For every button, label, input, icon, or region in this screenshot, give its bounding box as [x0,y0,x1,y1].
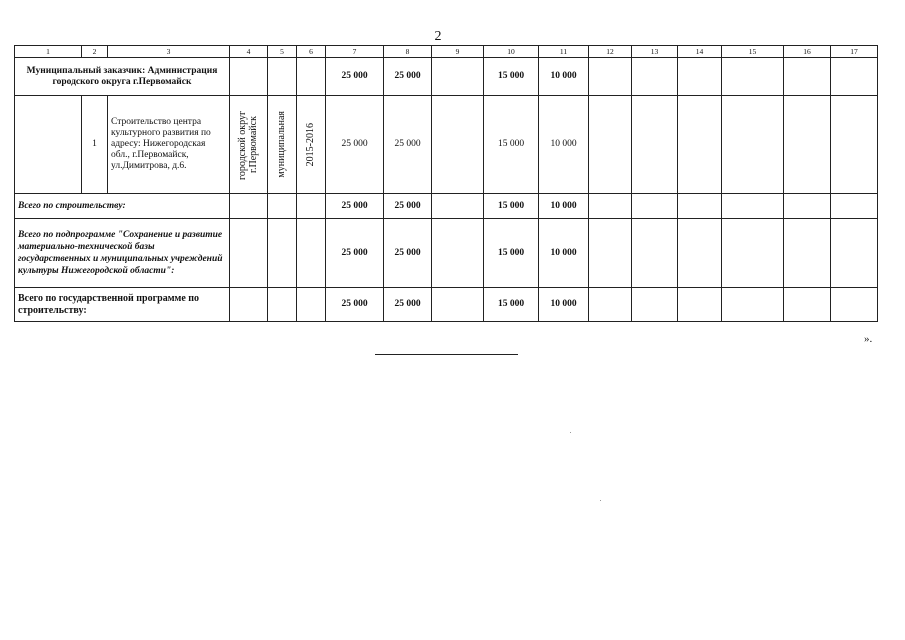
total-subprogram-label: Всего по подпрограмме "Сохранение и развитие материально-технической базы государственных и муниципальных учреждений культуры Нижегородской области": [15,219,230,288]
cell-col8: 25 000 [384,219,432,288]
column-number-row [15,46,878,58]
col-header: 7 [326,46,384,58]
table-row [15,194,878,219]
object-name: Строительство центра культурного развития по адресу: Нижегородская обл., г.Первомайск, ул.Димитрова, д.6. [108,96,230,194]
table-row [15,96,878,194]
cell-col11: 10 000 [539,58,589,96]
col-header: 12 [589,46,632,58]
scan-speck [600,500,601,501]
table-row [15,219,878,288]
total-program-label: Всего по государственной программе по строительству: [15,288,230,322]
cell-col10: 15 000 [484,58,539,96]
col-header: 9 [432,46,484,58]
col-header: 17 [831,46,878,58]
customer-label: Муниципальный заказчик: Администрация городского округа г.Первомайск [15,58,230,96]
cell-col7: 25 000 [326,288,384,322]
col-header: 3 [108,46,230,58]
cell-col7: 25 000 [326,219,384,288]
table-row [15,288,878,322]
object-location: городской округ г.Первомайск [236,109,259,180]
col-header: 1 [15,46,82,58]
col-header: 2 [82,46,108,58]
cell-col11: 10 000 [539,194,589,219]
col-header: 15 [722,46,784,58]
cell-col10: 15 000 [484,96,539,194]
object-ownership: муниципальная [276,111,287,178]
cell-col11: 10 000 [539,288,589,322]
col-header: 13 [632,46,678,58]
cell-col11: 10 000 [539,219,589,288]
cell-col10: 15 000 [484,194,539,219]
col-header: 16 [784,46,831,58]
cell-col11: 10 000 [539,96,589,194]
cell-col8: 25 000 [384,58,432,96]
col-header: 5 [268,46,297,58]
col-header: 4 [230,46,268,58]
cell-col10: 15 000 [484,288,539,322]
col-header: 8 [384,46,432,58]
page-number: 2 [434,29,442,44]
total-construction-label: Всего по строительству: [15,194,230,219]
col-header: 14 [678,46,722,58]
cell-col10: 15 000 [484,219,539,288]
object-period: 2015-2016 [305,122,316,167]
budget-table [14,45,878,322]
col-header: 11 [539,46,589,58]
scan-speck [570,432,571,433]
col-header: 10 [484,46,539,58]
cell-col8: 25 000 [384,194,432,219]
cell-col7: 25 000 [326,58,384,96]
cell-col7: 25 000 [326,194,384,219]
row-number: 1 [82,96,108,194]
cell-col8: 25 000 [384,96,432,194]
table-row [15,58,878,96]
closing-quote: ». [864,333,873,345]
separator-line [375,354,518,355]
cell-col7: 25 000 [326,96,384,194]
col-header: 6 [297,46,326,58]
cell-col8: 25 000 [384,288,432,322]
